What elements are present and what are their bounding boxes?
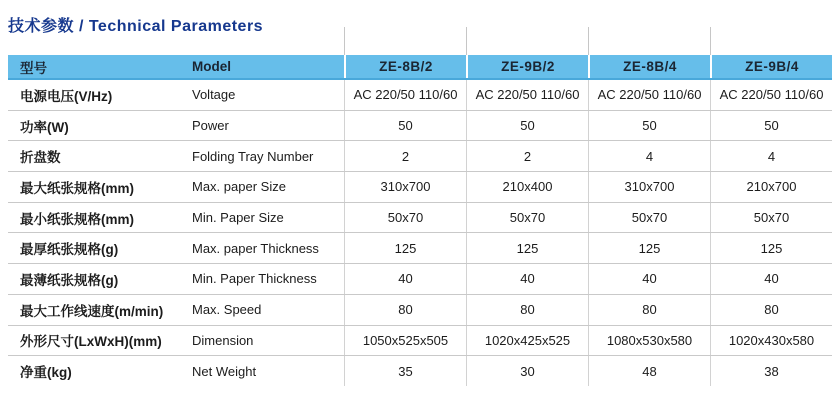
cell-value: 35 xyxy=(344,356,466,386)
cell-value: 125 xyxy=(344,233,466,263)
row-label-zh: 最薄纸张规格(g) xyxy=(20,272,119,288)
cell-value: 80 xyxy=(344,295,466,325)
cell-value: 80 xyxy=(466,295,588,325)
row-label-zh: 最大纸张规格(mm) xyxy=(20,180,134,196)
cell-value: 80 xyxy=(710,295,832,325)
cell-value: 2 xyxy=(466,141,588,171)
table-row-power xyxy=(8,111,832,142)
cell-value: 48 xyxy=(588,356,710,386)
cell-value: 50x70 xyxy=(466,203,588,233)
row-label-en: Power xyxy=(192,118,229,134)
cell-value: 4 xyxy=(588,141,710,171)
cell-value: AC 220/50 110/60 xyxy=(710,80,832,110)
page-title: 技术参数 / Technical Parameters xyxy=(8,18,264,35)
cell-value: 125 xyxy=(588,233,710,263)
cell-value: 50 xyxy=(466,111,588,141)
cell-value: AC 220/50 110/60 xyxy=(344,80,466,110)
cell-value: 1020x430x580 xyxy=(710,326,832,356)
cell-value: 38 xyxy=(710,356,832,386)
cell-value: 50 xyxy=(588,111,710,141)
cell-value: 40 xyxy=(588,264,710,294)
column-divider-stub xyxy=(466,27,467,55)
cell-value: 210x400 xyxy=(466,172,588,202)
row-label-zh: 折盘数 xyxy=(20,150,61,166)
technical-parameters-table xyxy=(8,55,832,386)
row-label-zh: 最大工作线速度(m/min) xyxy=(20,303,164,319)
row-label-zh: 最小纸张规格(mm) xyxy=(20,211,134,227)
cell-value: 1080x530x580 xyxy=(588,326,710,356)
row-label-zh: 最厚纸张规格(g) xyxy=(20,242,119,258)
table-row-max-paper-thickness xyxy=(8,233,832,264)
row-label-en: Voltage xyxy=(192,87,236,103)
row-label-zh: 电源电压(V/Hz) xyxy=(20,88,113,104)
row-label-en: Max. paper Thickness xyxy=(192,240,319,256)
cell-value: 40 xyxy=(344,264,466,294)
cell-value: 50x70 xyxy=(588,203,710,233)
row-label-en: Max. Speed xyxy=(192,302,262,318)
table-row-folding-tray-number xyxy=(8,141,832,172)
cell-value: 1020x425x525 xyxy=(466,326,588,356)
cell-value: AC 220/50 110/60 xyxy=(466,80,588,110)
table-row-max-speed xyxy=(8,295,832,326)
cell-value: 1050x525x505 xyxy=(344,326,466,356)
table-header-row xyxy=(8,55,832,80)
cell-value: 125 xyxy=(710,233,832,263)
row-label-en: Min. Paper Size xyxy=(192,210,284,226)
table-row-min-paper-thickness xyxy=(8,264,832,295)
row-label-en: Net Weight xyxy=(192,363,257,379)
cell-value: 50 xyxy=(344,111,466,141)
header-label-model: Model xyxy=(192,59,231,74)
row-label-en: Dimension xyxy=(192,332,254,348)
header-model-ze-8b-4: ZE-8B/4 xyxy=(588,55,710,78)
table-row-net-weight xyxy=(8,356,832,386)
table-row-max-paper-size xyxy=(8,172,832,203)
row-label-zh: 功率(W) xyxy=(20,119,69,135)
table-row-min-paper-size xyxy=(8,203,832,234)
cell-value: 40 xyxy=(710,264,832,294)
cell-value: AC 220/50 110/60 xyxy=(588,80,710,110)
cell-value: 125 xyxy=(466,233,588,263)
header-label-zh: 型号 xyxy=(20,60,47,76)
cell-value: 50x70 xyxy=(710,203,832,233)
cell-value: 80 xyxy=(588,295,710,325)
header-model-ze-8b-2: ZE-8B/2 xyxy=(344,55,466,78)
row-label-en: Min. Paper Thickness xyxy=(192,271,317,287)
cell-value: 310x700 xyxy=(344,172,466,202)
cell-value: 210x700 xyxy=(710,172,832,202)
column-divider-stub xyxy=(710,27,711,55)
cell-value: 40 xyxy=(466,264,588,294)
row-label-zh: 净重(kg) xyxy=(20,365,72,381)
cell-value: 30 xyxy=(466,356,588,386)
row-label-zh: 外形尺寸(LxWxH)(mm) xyxy=(20,334,162,350)
header-model-ze-9b-2: ZE-9B/2 xyxy=(466,55,588,78)
cell-value: 4 xyxy=(710,141,832,171)
header-model-ze-9b-4: ZE-9B/4 xyxy=(710,55,832,78)
table-row-voltage xyxy=(8,80,832,111)
row-label-en: Folding Tray Number xyxy=(192,148,314,164)
column-divider-stub xyxy=(344,27,345,55)
row-label-en: Max. paper Size xyxy=(192,179,286,195)
column-divider-stub xyxy=(588,27,589,55)
table-row-dimension xyxy=(8,326,832,357)
cell-value: 50 xyxy=(710,111,832,141)
cell-value: 310x700 xyxy=(588,172,710,202)
cell-value: 2 xyxy=(344,141,466,171)
cell-value: 50x70 xyxy=(344,203,466,233)
